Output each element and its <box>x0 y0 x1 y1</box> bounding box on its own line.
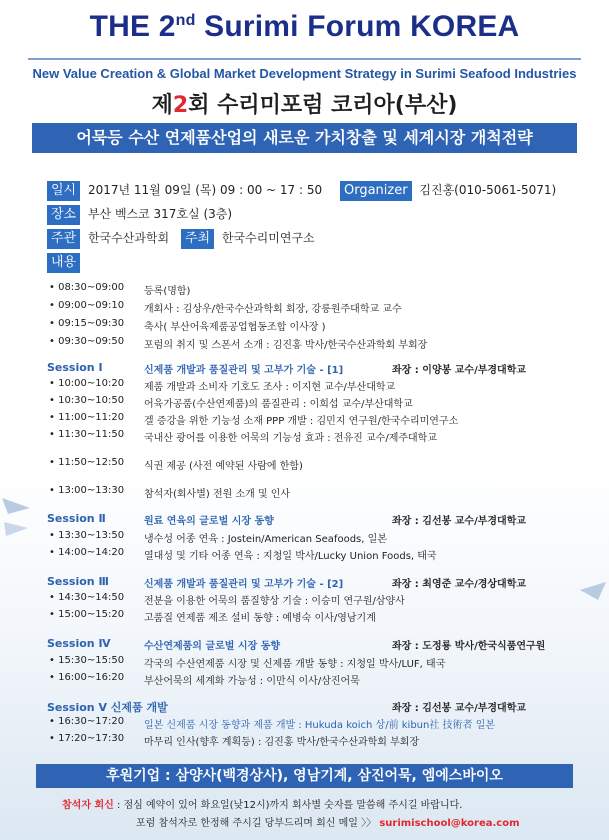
organizer-tag: Organizer <box>340 181 412 201</box>
schedule-desc: 개회사 : 김상우/한국수산과학회 회장, 강릉원주대학교 교수 <box>144 304 402 315</box>
schedule-time: • 09:00~09:10 <box>49 300 125 311</box>
session-2-title: 원료 연육의 글로벌 시장 동향 <box>144 516 274 527</box>
session-1-label: Session Ⅰ <box>47 361 103 374</box>
sponsor-org-tag: 주최 <box>181 229 214 249</box>
content-tag: 내용 <box>47 253 80 273</box>
schedule-time: • 10:00~10:20 <box>49 378 125 389</box>
schedule-desc: 제품 개발과 소비자 기호도 조사 : 이지현 교수/부산대학교 <box>144 382 396 393</box>
rsvp-line-1 <box>62 796 462 811</box>
schedule-time: • 09:15~09:30 <box>49 318 125 329</box>
schedule-time: • 14:00~14:20 <box>49 547 125 558</box>
schedule-time: • 15:30~15:50 <box>49 655 125 666</box>
schedule-desc: 부산어묵의 세계화 가능성 : 이만식 이사/삼진어묵 <box>144 676 360 687</box>
schedule-desc: 마무리 인사(향후 계획등) : 김진홍 박사/한국수산과학회 부회장 <box>144 737 420 748</box>
schedule-desc: 전분을 이용한 어묵의 품질향상 기술 : 이승미 연구원/삼양사 <box>144 596 405 607</box>
schedule-time: • 11:30~11:50 <box>49 429 125 440</box>
session-4-label: Session Ⅳ <box>47 637 111 650</box>
session-2-chair: 좌장 : 김선봉 교수/부경대학교 <box>392 516 527 527</box>
schedule-time: • 15:00~15:20 <box>49 609 125 620</box>
schedule-time: • 10:30~10:50 <box>49 395 125 406</box>
bird-icon-left <box>0 488 40 548</box>
schedule-desc: 고품질 연제품 제조 설비 동향 : 예병숙 이사/영남기계 <box>144 613 376 624</box>
schedule-time: • 08:30~09:00 <box>49 282 125 293</box>
host-value: 한국수산과학회 <box>87 231 170 245</box>
schedule-desc: 등록(명함) <box>144 286 191 297</box>
schedule-time: • 13:00~13:30 <box>49 485 125 496</box>
bird-icon-right <box>578 578 609 608</box>
rsvp-text-2: 포럼 참석자로 한정해 주시길 당부드리며 회신 메일 〉〉 <box>136 818 377 829</box>
schedule-desc: 열대성 및 기타 어종 연육 : 지청일 박사/Lucky Union Foods, 태국 <box>144 551 437 562</box>
sponsor-org-value: 한국수리미연구소 <box>221 231 315 245</box>
session-5-chair: 좌장 : 김선봉 교수/부경대학교 <box>392 703 527 714</box>
theme-banner: 어묵등 수산 연제품산업의 새로운 가치창출 및 세계시장 개척전략 <box>32 123 577 153</box>
page-subtitle: New Value Creation & Global Market Development Strategy in Surimi Seafood Industries <box>32 66 577 81</box>
session-1-chair: 좌장 : 이양봉 교수/부경대학교 <box>392 365 527 376</box>
schedule-time: • 17:20~17:30 <box>49 733 125 744</box>
place-value: 부산 벡스코 317호실 (3층) <box>87 207 233 221</box>
schedule-time: • 16:00~16:20 <box>49 672 125 683</box>
schedule-time: • 11:50~12:50 <box>49 457 125 468</box>
schedule-desc: 축사( 부산어육제품공업협동조합 이사장 ) <box>144 322 326 333</box>
schedule-desc: 겔 증강을 위한 기능성 소재 PPP 개발 : 김민지 연구원/한국수리미연구소 <box>144 416 459 427</box>
schedule-desc: 냉수성 어종 연육 : Jostein/American Seafoods, 일본 <box>144 534 387 545</box>
schedule-time: • 11:00~11:20 <box>49 412 125 423</box>
session-5-label: Session Ⅴ 신제품 개발 <box>47 701 168 714</box>
intro-desc: 참석자(회사별) 전원 소개 및 인사 <box>144 489 291 500</box>
korean-title: 제2회 수리미포럼 코리아(부산) <box>151 93 458 118</box>
schedule-time: • 16:30~17:20 <box>49 716 125 727</box>
content-row <box>47 252 80 273</box>
rsvp-line-2 <box>136 814 520 829</box>
session-3-label: Session Ⅲ <box>47 575 109 588</box>
session-2-label: Session Ⅱ <box>47 512 106 525</box>
session-4-title: 수산연제품의 글로벌 시장 동향 <box>144 641 281 652</box>
date-tag: 일시 <box>47 181 80 201</box>
date-row <box>47 180 556 201</box>
schedule-time: • 09:30~09:50 <box>49 336 125 347</box>
lunch-desc: 식권 제공 (사전 예약된 사람에 한함) <box>144 461 303 472</box>
schedule-time: • 13:30~13:50 <box>49 530 125 541</box>
session-3-title: 신제품 개발과 품질관리 및 고부가 기술 - [2] <box>144 579 344 590</box>
rsvp-email-link[interactable]: surimischool@korea.com <box>379 818 520 829</box>
date-value: 2017년 11월 09일 (목) 09 : 00 ~ 17 : 50 <box>87 183 323 197</box>
title-divider <box>28 58 581 60</box>
schedule-desc: 각국의 수산연제품 시장 및 신제품 개발 동향 : 지청일 박사/LUF, 태국 <box>144 659 446 670</box>
rsvp-label: 참석자 회신 <box>62 800 114 811</box>
sponsors-banner: 후원기업 : 삼양사(백경상사), 영남기계, 삼진어묵, 엠에스바이오 <box>36 764 573 788</box>
schedule-desc: 어육가공품(수산연제품)의 품질관리 : 이희섭 교수/부산대학교 <box>144 399 413 410</box>
schedule-desc: 포럼의 취지 및 스폰서 소개 : 김진홍 박사/한국수산과학회 부회장 <box>144 340 428 351</box>
place-tag: 장소 <box>47 205 80 225</box>
session-1-title: 신제품 개발과 품질관리 및 고부가 기술 - [1] <box>144 365 344 376</box>
organizer-value: 김진홍(010-5061-5071) <box>419 183 557 197</box>
rsvp-text: : 점심 예약이 있어 화요일(낮12시)까지 회사별 숫자를 말씀해 주시길 바랍니다. <box>113 800 463 811</box>
schedule-time: • 14:30~14:50 <box>49 592 125 603</box>
host-tag: 주관 <box>47 229 80 249</box>
host-row <box>47 228 315 249</box>
place-row <box>47 204 232 225</box>
page-title: THE 2nd Surimi Forum KOREA <box>89 10 520 43</box>
schedule-desc: 일본 신제품 시장 동향과 제품 개발 : Hukuda koich 상/前 kibun社 技術者 일본 <box>144 720 496 731</box>
session-3-chair: 좌장 : 최영준 교수/경상대학교 <box>392 579 527 590</box>
session-4-chair: 좌장 : 도정룡 박사/한국식품연구원 <box>392 641 546 652</box>
schedule-desc: 국내산 광어를 이용한 어묵의 기능성 효과 : 전유진 교수/제주대학교 <box>144 433 437 444</box>
